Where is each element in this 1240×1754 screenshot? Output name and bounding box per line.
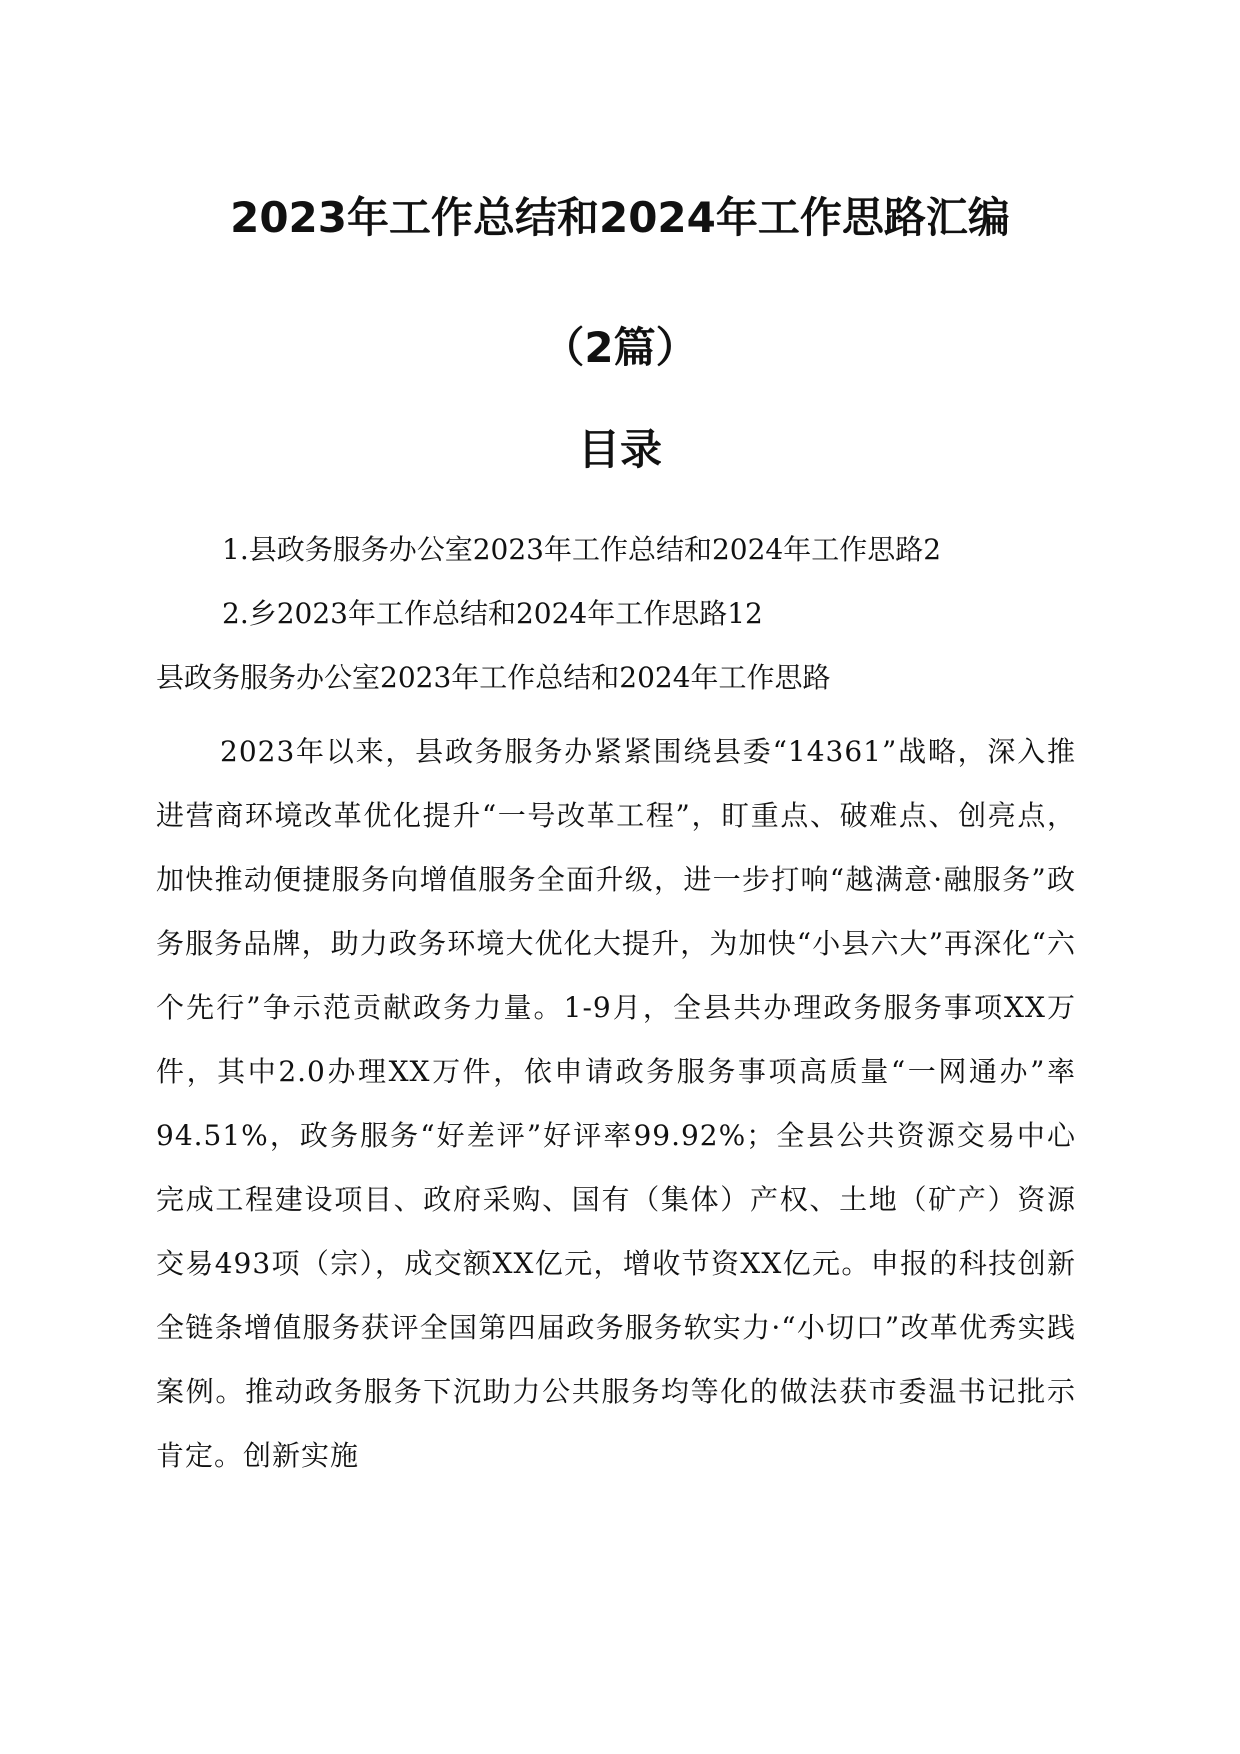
toc-entry-page: 12	[727, 597, 763, 630]
toc-entry-page: 2	[923, 533, 942, 566]
toc-entry-label: 2.乡2023年工作总结和2024年工作思路	[222, 597, 728, 630]
toc-entry[interactable]	[222, 528, 941, 572]
toc-entry[interactable]	[222, 592, 763, 636]
toc-heading: 目录	[577, 425, 662, 474]
document-title: 2023年工作总结和2024年工作思路汇编	[230, 193, 1010, 242]
document-subtitle: （2篇）	[542, 323, 698, 372]
body-paragraph: 2023年以来，县政务服务办紧紧围绕县委“14361”战略，深入推进营商环境改革优化提升“一号改革工程”，盯重点、破难点、创亮点，加快推动便捷服务向增值服务全面升级，进一步打响“越满意·融服务”政务服务品牌，助力政务环境大优化大提升，为加快“小县六大”再深化“六个先行”争示范贡献政务力量。1-9月，全县共办理政务服务事项XX万件，其中2.0办理XX万件，依申请政务服务事项高质量“一网通办”率94.51%，政务服务“好差评”好评率99.92%；全县公共资源交易中心完成工程建设项目、政府采购、国有（集体）产权、土地（矿产）资源交易493项（宗），成交额XX亿元，增收节资XX亿元。申报的科技创新全链条增值服务获评全国第四届政务服务软实力·“小切口”改革优秀实践案例。推动政务服务下沉助力公共服务均等化的做法获市委温书记批示肯定。创新实施	[156, 735, 1076, 1472]
toc-entry-label: 1.县政务服务办公室2023年工作总结和2024年工作思路	[222, 533, 924, 566]
article-title: 县政务服务办公室2023年工作总结和2024年工作思路	[156, 661, 831, 694]
